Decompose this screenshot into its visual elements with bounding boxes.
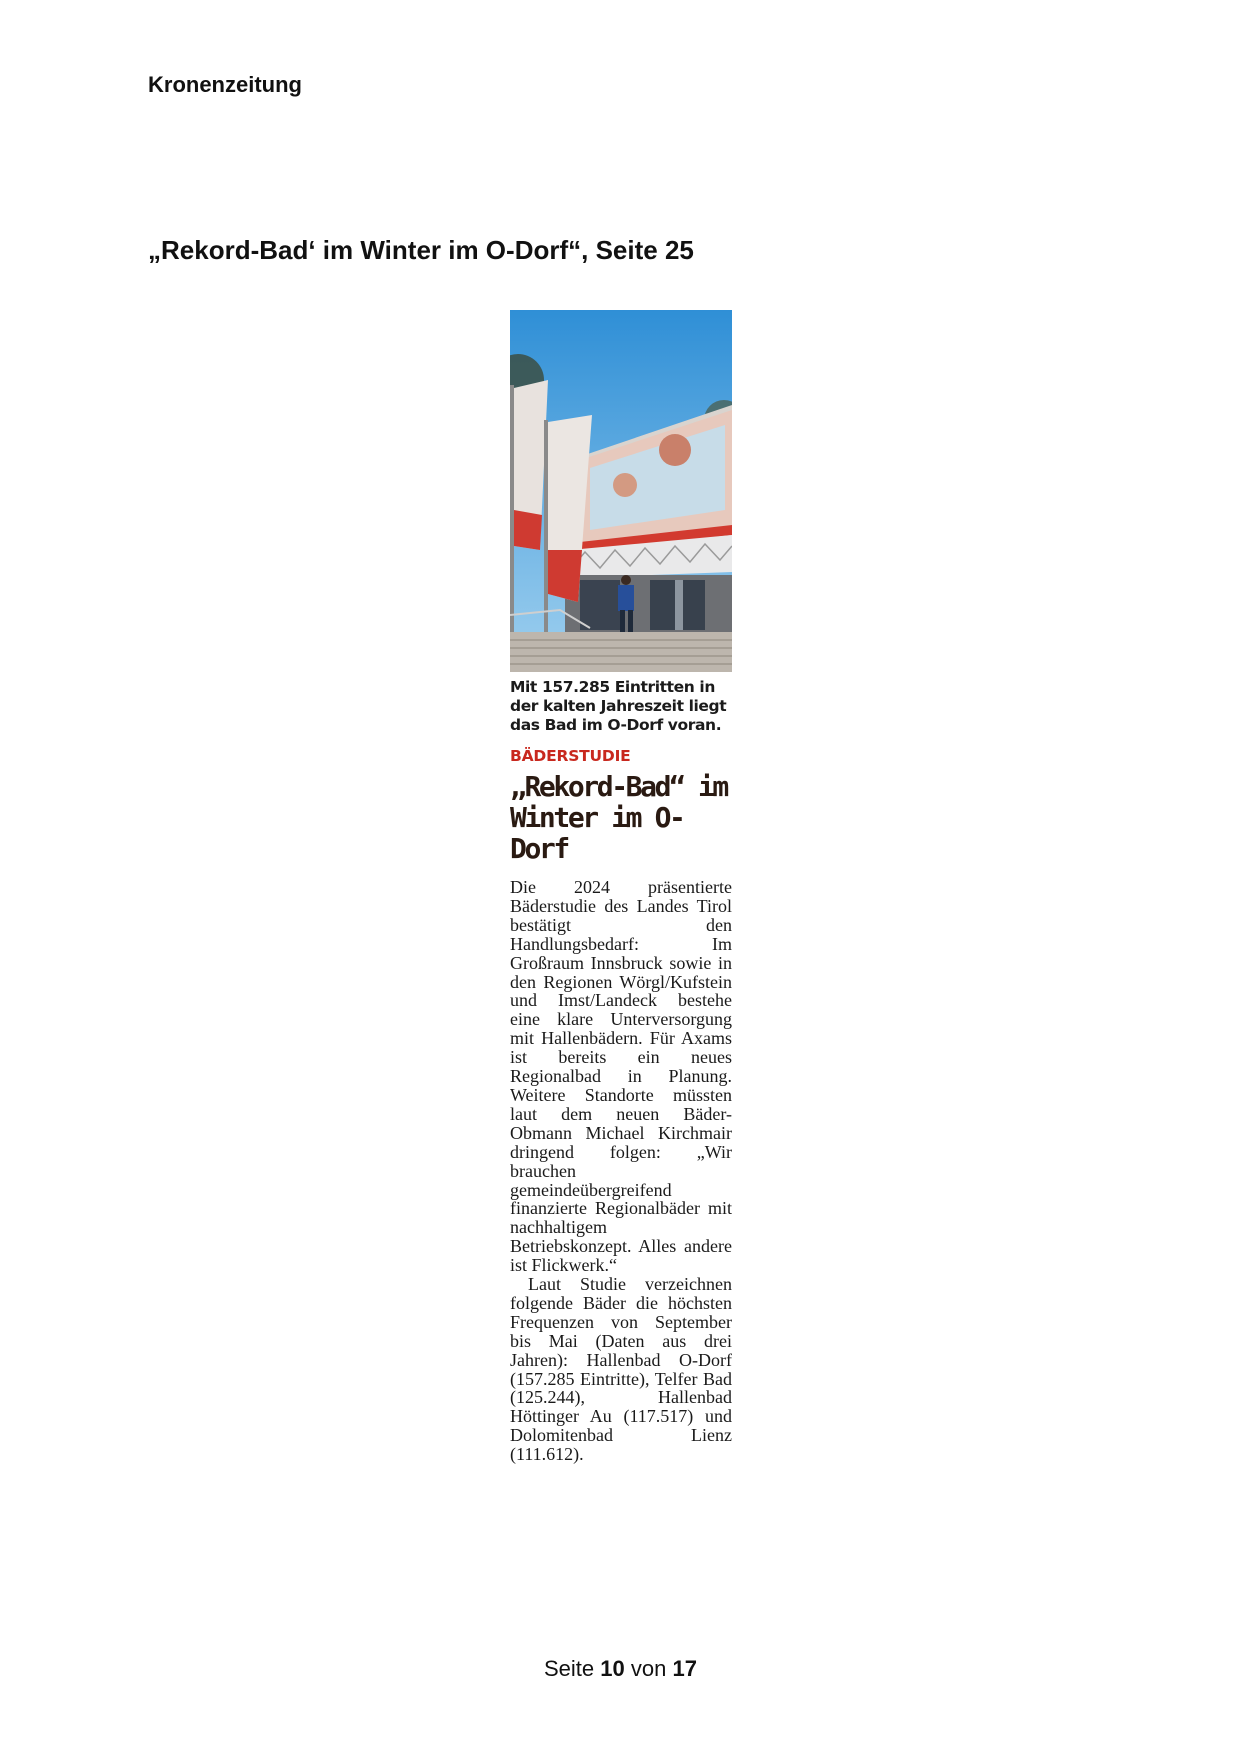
article-photo [510,310,732,672]
document-title: „Rekord-Bad‘ im Winter im O-Dorf“, Seite 25 [148,235,694,265]
current-page: 10 [600,1656,625,1681]
article-kicker: BÄDERSTUDIE [510,747,631,765]
page-number [0,1656,1241,1682]
article-body [510,878,732,1464]
page-prefix: Seite [544,1656,595,1681]
total-pages: 17 [672,1656,697,1681]
article-headline: „Rekord-Bad“ im Winter im O-Dorf [510,770,727,865]
article-paragraph: Die 2024 präsentierte Bäderstudie des Landes Tirol bestätigt den Handlungsbedarf: Im Großraum Innsbruck sowie in den Regionen Wörgl/Kufstein und Imst/Landeck bestehe eine klare Unterversorgung mit Hallenbädern. Für Axams ist bereits ein neues Regionalbad in Planung. Weitere Standorte müssten laut dem neuen Bäder-Obmann Michael Kirchmair dringend folgen: „Wir brauchen gemeindeübergreifend finanzierte Regionalbäder mit nachhaltigem Betriebskonzept. Alles andere ist Flickwerk.“ [510,877,732,1276]
article-paragraph: Laut Studie verzeichnen folgende Bäder die höchsten Frequenzen von September bis Mai (Daten aus drei Jahren): Hallenbad O-Dorf (157.285 Eintritte), Telfer Bad (125.244), Hallenbad Höttinger Au (117.517) und Dolomitenbad Lienz (111.612). [510,1274,732,1465]
newspaper-clipping [510,310,732,1464]
photo-caption: Mit 157.285 Eintritten in der kalten Jahreszeit liegt das Bad im O-Dorf voran. [510,678,727,734]
source-name: Kronenzeitung [148,72,302,97]
page-separator: von [630,1656,667,1681]
